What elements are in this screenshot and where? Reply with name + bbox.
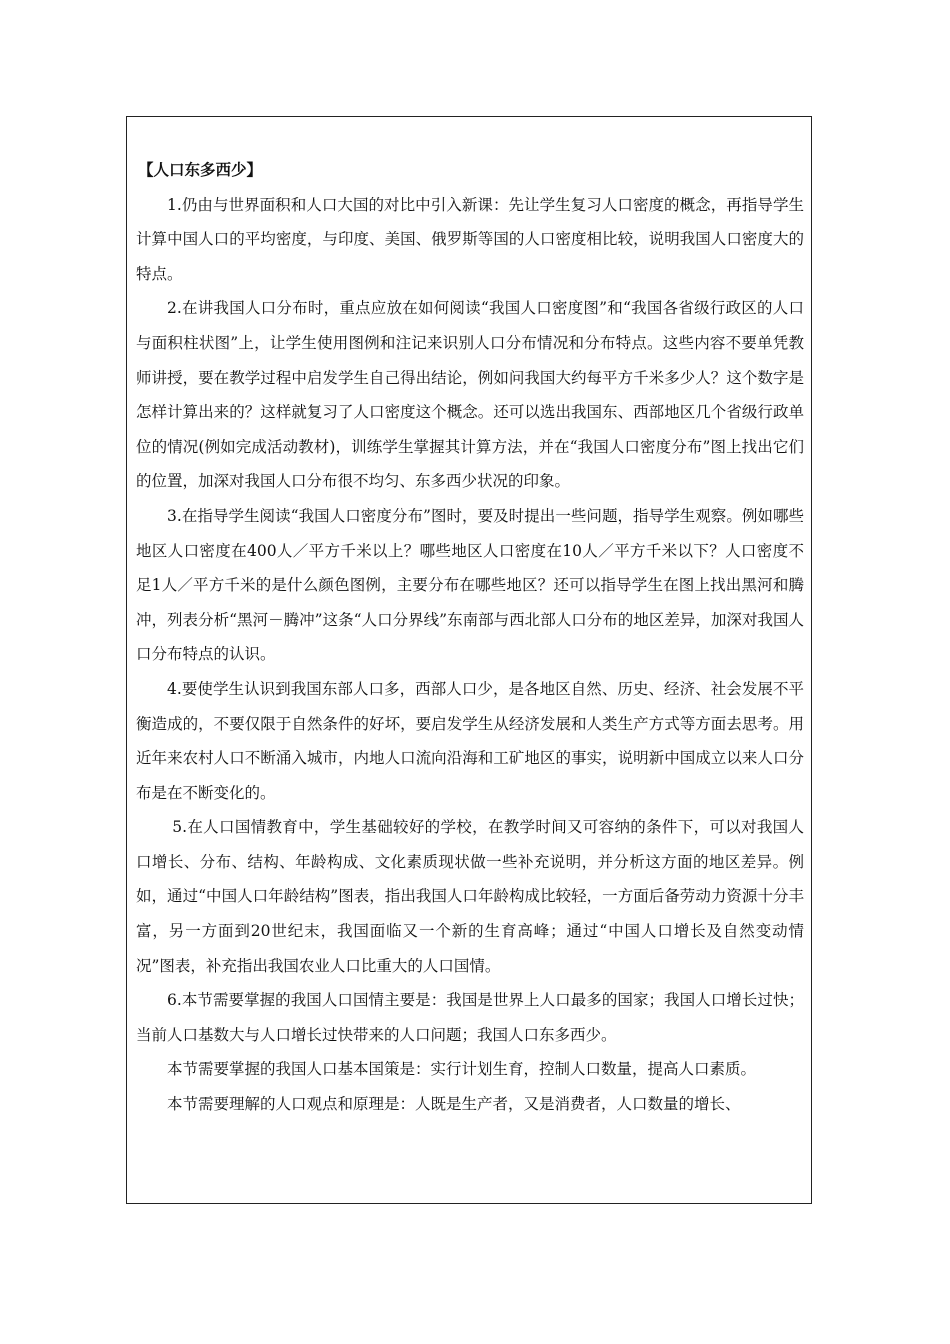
paragraph-5: 5.在人口国情教育中，学生基础较好的学校，在教学时间又可容纳的条件下，可以对我国人口增长、分布、结构、年龄构成、文化素质现状做一些补充说明，并分析这方面的地区差异。例如，通过“中国人口年龄结构”图表，指出我国人口年龄构成比较轻，一方面后备劳动力资源十分丰富，另一方面到20世纪末，我国面临又一个新的生育高峰；通过“中国人口增长及自然变动情况”图表，补充指出我国农业人口比重大的人口国情。 (136, 818, 804, 975)
document-frame (126, 116, 812, 1204)
paragraph-6: 6.本节需要掌握的我国人口国情主要是：我国是世界上人口最多的国家；我国人口增长过快；当前人口基数大与人口增长过快带来的人口问题；我国人口东多西少。 (136, 991, 804, 1044)
paragraph-4: 4.要使学生认识到我国东部人口多，西部人口少，是各地区自然、历史、经济、社会发展不平衡造成的，不要仅限于自然条件的好坏，要启发学生从经济发展和人类生产方式等方面去思考。用近年来农村人口不断涌入城市，内地人口流向沿海和工矿地区的事实，说明新中国成立以来人口分布是在不断变化的。 (136, 679, 804, 802)
paragraph-1: 1.仍由与世界面积和人口大国的对比中引入新课：先让学生复习人口密度的概念，再指导学生计算中国人口的平均密度，与印度、美国、俄罗斯等国的人口密度相比较，说明我国人口密度大的特点。 (136, 195, 804, 283)
document-body (136, 153, 804, 1122)
paragraph-2: 2.在讲我国人口分布时，重点应放在如何阅读“我国人口密度图”和“我国各省级行政区的人口与面积柱状图”上，让学生使用图例和注记来识别人口分布情况和分布特点。这些内容不要单凭教师讲授，要在教学过程中启发学生自己得出结论，例如问我国大约每平方千米多少人？这个数字是怎样计算出来的？这样就复习了人口密度这个概念。还可以选出我国东、西部地区几个省级行政单位的情况(例如完成活动教材)，训练学生掌握其计算方法，并在“我国人口密度分布”图上找出它们的位置，加深对我国人口分布很不均匀、东多西少状况的印象。 (136, 299, 804, 491)
section-heading: 【人口东多西少】 (138, 161, 263, 179)
paragraph-8: 本节需要理解的人口观点和原理是：人既是生产者，又是消费者，人口数量的增长、 (167, 1095, 741, 1114)
paragraph-3: 3.在指导学生阅读“我国人口密度分布”图时，要及时提出一些问题，指导学生观察。例如哪些地区人口密度在400人／平方千米以上？哪些地区人口密度在10人／平方千米以下？人口密度不足1人／平方千米的是什么颜色图例，主要分布在哪些地区？还可以指导学生在图上找出黑河和腾冲，列表分析“黑河－腾冲”这条“人口分界线”东南部与西北部人口分布的地区差异，加深对我国人口分布特点的认识。 (136, 506, 804, 664)
paragraph-7: 本节需要掌握的我国人口基本国策是：实行计划生育，控制人口数量，提高人口素质。 (167, 1060, 757, 1079)
